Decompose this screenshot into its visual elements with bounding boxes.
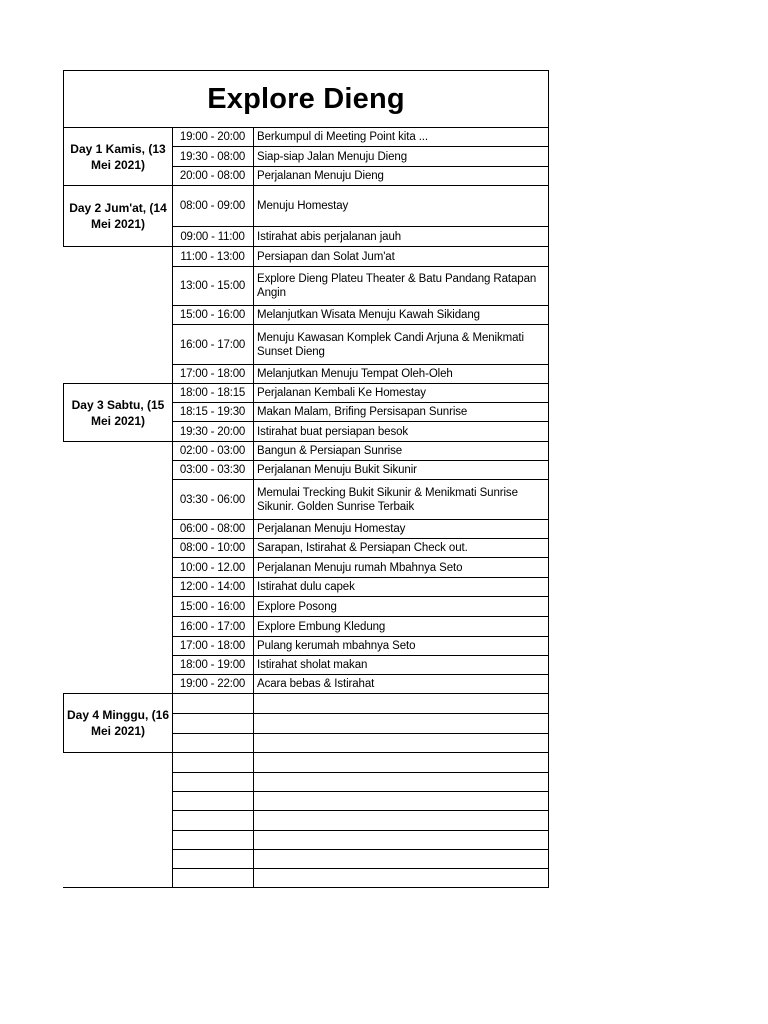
time-cell: 20:00 - 08:00 [179,170,246,182]
activity-cell: Istirahat abis perjalanan jauh [257,230,402,243]
activity-cell: Istirahat buat persiapan besok [257,425,409,438]
time-cell: 10:00 - 12.00 [179,561,246,574]
time-cell: 15:00 - 16:00 [179,309,246,321]
activity-cell: Pulang kerumah mbahnya Seto [257,640,416,652]
column-divider-time [253,127,254,888]
time-cell: 15:00 - 16:00 [179,600,246,613]
activity-cell: Melanjutkan Menuju Tempat Oleh-Oleh [257,368,453,380]
activity-cell: Explore Posong [257,600,337,613]
time-cell [172,753,253,772]
activity-cell [257,734,546,752]
activity-cell: Makan Malam, Brifing Persisapan Sunrise [257,406,468,418]
activity-cell [257,792,546,810]
activity-cell: Perjalanan Menuju Dieng [257,170,384,182]
day-cell-border-bottom [63,441,172,442]
activity-cell: Istirahat dulu capek [257,581,355,593]
time-cell: 17:00 - 18:00 [179,368,246,380]
time-cell: 19:30 - 20:00 [179,425,246,438]
time-cell: 03:00 - 03:30 [179,464,246,476]
day-label: Day 4 Minggu, (16 Mei 2021) [66,708,170,738]
time-cell: 17:00 - 18:00 [179,640,246,652]
activity-cell: Melanjutkan Wisata Menuju Kawah Sikidang [257,309,480,321]
time-cell: 03:30 - 06:00 [179,493,246,506]
time-cell [172,831,253,849]
time-cell: 16:00 - 17:00 [179,620,246,633]
day-cell-border-bottom [63,246,172,247]
activity-cell: Explore Embung Kledung [257,620,386,633]
time-cell [172,773,253,791]
activity-cell: Perjalanan Menuju Bukit Sikunir [257,464,417,476]
sheet-title: Explore Dieng [207,82,405,115]
time-cell: 08:00 - 09:00 [179,200,246,212]
time-cell: 18:00 - 19:00 [179,659,246,671]
activity-cell: Sarapan, Istirahat & Persiapan Check out. [257,542,468,554]
activity-cell: Perjalanan Menuju Homestay [257,523,406,535]
day-label: Day 3 Sabtu, (15 Mei 2021) [71,397,165,428]
activity-cell [257,753,546,772]
time-cell [172,714,253,733]
time-cell: 02:00 - 03:00 [179,445,246,457]
activity-cell: Memulai Trecking Bukit Sikunir & Menikmati Sunrise Sikunir. Golden Sunrise Terbaik [257,486,518,513]
activity-cell [257,831,546,849]
table-border-bottom [63,887,549,888]
time-cell: 13:00 - 15:00 [179,280,246,292]
day-label: Day 2 Jum'at, (14 Mei 2021) [69,201,167,231]
time-cell: 19:00 - 20:00 [179,131,246,143]
activity-cell: Bangun & Persiapan Sunrise [257,445,403,457]
time-cell: 19:30 - 08:00 [179,150,246,163]
time-cell [172,792,253,810]
activity-cell [257,773,546,791]
time-cell [172,694,253,713]
day-label: Day 1 Kamis, (13 Mei 2021) [70,141,166,172]
time-cell: 16:00 - 17:00 [179,338,246,351]
time-cell [172,811,253,830]
activity-cell: Persiapan dan Solat Jum'at [257,250,395,263]
activity-cell [257,850,546,868]
time-cell: 18:15 - 19:30 [179,406,246,418]
activity-cell [257,811,546,830]
activity-cell: Explore Dieng Plateu Theater & Batu Pandang Ratapan Angin [257,273,537,299]
time-cell: 19:00 - 22:00 [179,678,246,690]
time-cell: 11:00 - 13:00 [180,250,245,263]
table-border-top [63,70,549,71]
activity-cell: Acara bebas & Istirahat [257,678,375,690]
activity-cell [257,694,546,713]
activity-cell: Berkumpul di Meeting Point kita ... [257,131,428,143]
activity-cell: Istirahat sholat makan [257,659,368,671]
time-cell: 12:00 - 14:00 [179,581,246,593]
activity-cell: Siap-siap Jalan Menuju Dieng [257,150,407,163]
time-cell [172,869,253,887]
title-border-left [63,70,64,127]
time-cell: 08:00 - 10:00 [179,542,246,554]
time-cell: 06:00 - 08:00 [179,523,246,535]
activity-cell: Perjalanan Kembali Ke Homestay [257,387,426,399]
activity-cell [257,869,546,887]
time-cell [172,734,253,752]
day-cell-border-bottom [63,752,172,753]
activity-cell: Perjalanan Menuju rumah Mbahnya Seto [257,561,463,574]
activity-cell: Menuju Kawasan Komplek Candi Arjuna & Menikmati Sunset Dieng [257,331,524,358]
time-cell: 18:00 - 18:15 [179,387,246,399]
time-cell [172,850,253,868]
time-cell: 09:00 - 11:00 [180,230,245,243]
activity-cell: Menuju Homestay [257,200,349,212]
activity-cell [257,714,546,733]
